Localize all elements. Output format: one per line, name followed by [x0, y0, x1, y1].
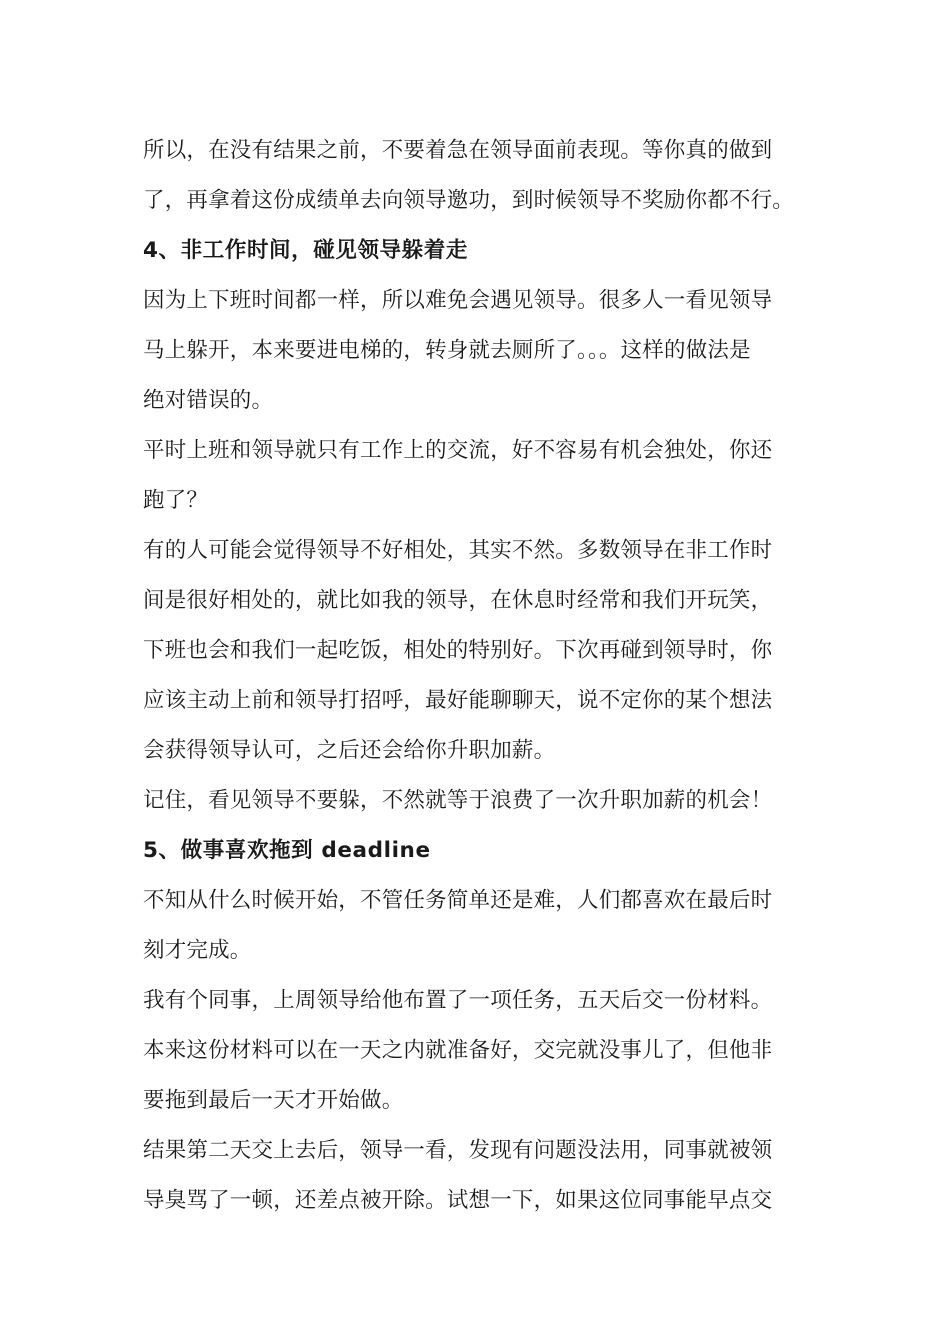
- paragraph-line: 我有个同事，上周领导给他布置了一项任务，五天后交一份材料。: [143, 988, 773, 1013]
- document-body: [143, 126, 808, 1226]
- paragraph-line: 因为上下班时间都一样，所以难免会遇见领导。很多人一看见领导: [143, 288, 773, 313]
- section-heading: 4、非工作时间，碰见领导躲着走: [143, 238, 468, 263]
- paragraph-line: 下班也会和我们一起吃饭，相处的特别好。下次再碰到领导时，你: [143, 638, 773, 663]
- paragraph-line: 结果第二天交上去后，领导一看，发现有问题没法用，同事就被领: [143, 1138, 773, 1163]
- paragraph-line: 平时上班和领导就只有工作上的交流，好不容易有机会独处，你还: [143, 438, 773, 463]
- section-heading: 5、做事喜欢拖到 deadline: [143, 838, 431, 863]
- paragraph-line: 不知从什么时候开始，不管任务简单还是难，人们都喜欢在最后时: [143, 888, 773, 913]
- paragraph-line: 刻才完成。: [143, 938, 252, 963]
- paragraph-line: 间是很好相处的，就比如我的领导，在休息时经常和我们开玩笑，: [143, 588, 773, 613]
- paragraph-line: 本来这份材料可以在一天之内就准备好，交完就没事儿了，但他非: [143, 1038, 773, 1063]
- paragraph-line: 记住，看见领导不要躲，不然就等于浪费了一次升职加薪的机会！: [143, 788, 773, 813]
- paragraph-line: 了，再拿着这份成绩单去向领导邀功，到时候领导不奖励你都不行。: [143, 188, 795, 213]
- paragraph-line: 有的人可能会觉得领导不好相处，其实不然。多数领导在非工作时: [143, 538, 773, 563]
- paragraph-line: 所以，在没有结果之前，不要着急在领导面前表现。等你真的做到: [143, 138, 773, 163]
- paragraph-line: 会获得领导认可，之后还会给你升职加薪。: [143, 738, 556, 763]
- paragraph-line: 要拖到最后一天才开始做。: [143, 1088, 404, 1113]
- paragraph-line: 马上躲开，本来要进电梯的，转身就去厕所了。。。这样的做法是: [143, 338, 751, 363]
- paragraph-line: 绝对错误的。: [143, 388, 274, 413]
- paragraph-line: 跑了？: [143, 488, 209, 513]
- paragraph-line: 应该主动上前和领导打招呼，最好能聊聊天，说不定你的某个想法: [143, 688, 773, 713]
- paragraph-line: 导臭骂了一顿，还差点被开除。试想一下，如果这位同事能早点交: [143, 1188, 773, 1213]
